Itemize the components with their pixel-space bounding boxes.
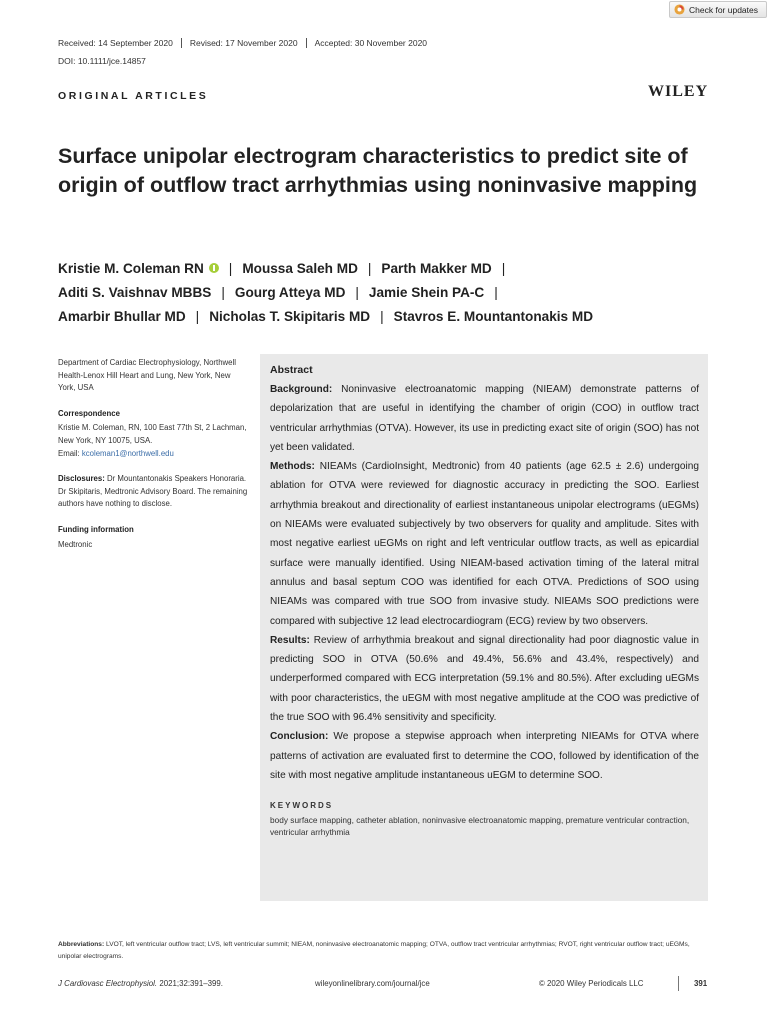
author-name[interactable]: Stavros E. Mountantonakis MD — [393, 309, 594, 324]
correspondence-email — [58, 448, 248, 461]
correspondence-address: Kristie M. Coleman, RN, 100 East 77th St, 2 Lachman, New York, NY 10075, USA. — [58, 423, 247, 445]
funding-text: Medtronic — [58, 539, 93, 549]
abbreviations-text: LVOT, left ventricular outflow tract; LVS, left ventricular summit; NIEAM, noninvasive electroanatomic mapping; OTVA, outflow tract ventricular arrhythmias; RVOT, right ventricular outflow tract; uEGMs, unipolar electrograms. — [58, 941, 690, 960]
author-separator: | — [221, 285, 225, 300]
citation-volume: 2021;32:391–399. — [159, 979, 223, 988]
doi[interactable]: DOI: 10.1111/jce.14857 — [58, 56, 146, 66]
correspondence — [58, 408, 248, 460]
author-name[interactable]: Aditi S. Vaishnav MBBS — [58, 285, 212, 300]
article-title: Surface unipolar electrogram characteristics to predict site of origin of outflow tract arrhythmias using noninvasive mapping — [58, 144, 698, 197]
article-info-column — [58, 357, 248, 564]
email-label: Email: — [58, 448, 80, 458]
correspondence-heading: Correspondence — [58, 408, 120, 418]
check-for-updates-label: Check for updates — [689, 4, 758, 15]
abbreviations — [58, 939, 710, 963]
author-separator: | — [367, 261, 372, 276]
keywords-heading: KEYWORDS — [270, 801, 334, 811]
author-name[interactable]: Jamie Shein PA-C — [368, 285, 485, 300]
author-line-3 — [58, 307, 738, 331]
page-number: 391 — [694, 979, 708, 988]
article-dates — [58, 38, 427, 48]
journal-citation — [58, 979, 223, 988]
abbreviations-label: Abbreviations: — [58, 941, 105, 948]
keywords-text: body surface mapping, catheter ablation, noninvasive electroanatomic mapping, premature ventricular contraction, ventricular arrhythmia — [270, 815, 690, 838]
disclosures — [58, 473, 248, 511]
author-separator: | — [355, 285, 359, 300]
disclosures-text: Dr Mountantonakis Speakers Honoraria. Dr Skipitaris, Medtronic Advisory Board. The remaining authors have nothing to disclose. — [58, 474, 248, 509]
author-separator: | — [501, 261, 506, 276]
abstract-background — [270, 380, 699, 457]
funding — [58, 524, 248, 551]
date-divider — [181, 38, 182, 48]
journal-url[interactable]: wileyonlinelibrary.com/journal/jce — [315, 979, 430, 988]
author-line-2 — [58, 283, 738, 307]
author-name[interactable]: Amarbir Bhullar MD — [58, 309, 186, 324]
background-label: Background: — [270, 384, 333, 395]
conclusion-label: Conclusion: — [270, 731, 329, 743]
author-name[interactable]: Parth Makker MD — [381, 261, 492, 276]
author-separator: | — [228, 261, 233, 276]
received-date: Received: 14 September 2020 — [58, 38, 173, 48]
author-name[interactable]: Gourg Atteya MD — [234, 285, 346, 300]
affiliation: Department of Cardiac Electrophysiology, Northwell Health-Lenox Hill Heart and Lung, New York, New York, USA — [58, 358, 236, 393]
journal-name: J Cardiovasc Electrophysiol. — [58, 979, 158, 988]
results-text: Review of arrhythmia breakout and signal directionality had poor diagnostic value in predicting SOO in OTVA (50.6% and 49.4%, 56.6% and 43.4%, respectively) and underperformed compared with ECG interpretation (59.1% and 80.5%). After excluding uEGMs with poor characteristics, the uEGM with most negative amplitude at the COO was predictive of the true SOO with 96.4% sensitivity and specificity. — [270, 634, 700, 724]
conclusion-text: We propose a stepwise approach when interpreting NIEAMs for OTVA where patterns of activation are evaluated first to determine the COO, followed by identification of the site with most negative amplitude instantaneous uEGM to determine SOO. — [270, 731, 699, 781]
footer-divider — [678, 976, 679, 991]
orcid-icon[interactable] — [209, 263, 219, 273]
abstract-box — [260, 354, 708, 901]
author-name[interactable]: Kristie M. Coleman RN — [58, 261, 204, 276]
author-list — [58, 259, 738, 331]
author-name[interactable]: Nicholas T. Skipitaris MD — [209, 309, 371, 324]
author-separator: | — [380, 309, 384, 324]
revised-date: Revised: 17 November 2020 — [189, 38, 298, 48]
background-text: Noninvasive electroanatomic mapping (NIEAM) demonstrate patterns of depolarization that are useful in identifying the chamber of origin (COO) in outflow tract ventricular arrhythmias (OTVA). However, its use in predicting exact site of origin (SOO) has not yet been validated. — [270, 384, 699, 453]
abstract-results — [270, 631, 699, 727]
funding-heading: Funding information — [58, 524, 134, 534]
check-for-updates-button[interactable] — [669, 1, 767, 18]
publisher-logo: WILEY — [648, 83, 709, 100]
section-label: ORIGINAL ARTICLES — [58, 90, 209, 102]
author-name[interactable]: Moussa Saleh MD — [242, 261, 358, 276]
disclosures-heading: Disclosures: — [58, 474, 105, 484]
date-divider — [306, 38, 307, 48]
abstract-conclusion — [270, 727, 699, 785]
email-link[interactable]: kcoleman1@northwell.edu — [81, 448, 174, 458]
author-separator: | — [195, 309, 200, 324]
author-line-1 — [58, 259, 738, 283]
copyright: © 2020 Wiley Periodicals LLC — [539, 979, 644, 988]
methods-label: Methods: — [270, 461, 315, 473]
update-icon — [674, 4, 685, 15]
accepted-date: Accepted: 30 November 2020 — [314, 38, 428, 48]
page-footer — [58, 979, 710, 991]
abstract-methods — [270, 457, 699, 631]
methods-text: NIEAMs (CardioInsight, Medtronic) from 40 patients (age 62.5 ± 2.6) undergoing ablation for OTVA were reviewed for diagnostic accuracy in predicting the SOO. Earliest arrhythmia breakout and directionality of earliest instantaneous unipolar electrograms (uEGMs) on NIEAMs were evaluated subjectively by two observers for quality and amplitude. Sites with most negative earliest uEGMs on right and left ventricular outflow tracts, as well as epicardial surface were manually identified. Using NIEAM-based activation timing of the lateral mitral annulus and basal septum COO was identified for each OTVA. Predictions of SOO using NIEAMs was compared with true SOO from invasive study. NIEAMs SOO predictions were compared with subjective 12 lead electrocardiogram (ECG) review by two observers. — [270, 461, 699, 627]
author-separator: | — [494, 285, 498, 300]
abstract-heading: Abstract — [270, 364, 313, 376]
results-label: Results: — [270, 634, 310, 646]
